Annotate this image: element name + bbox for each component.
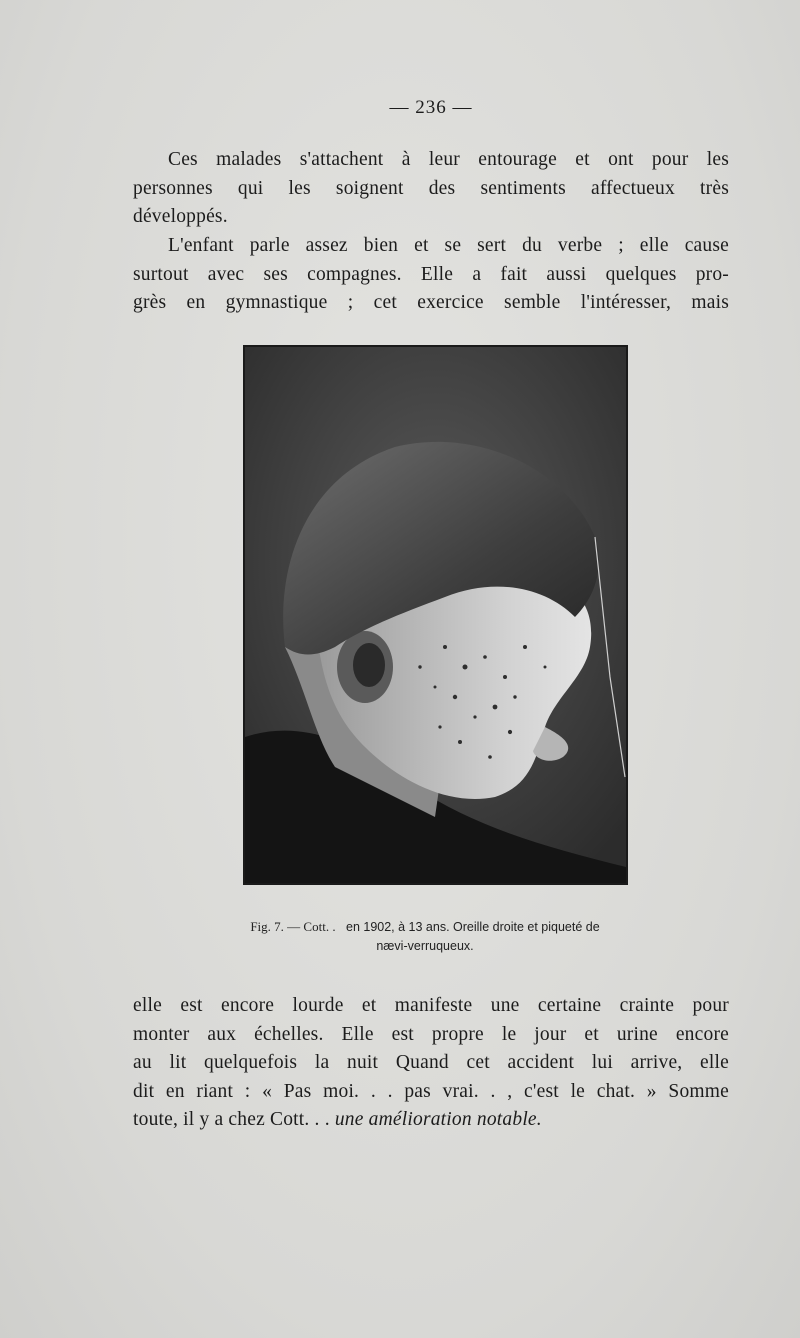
- paragraph-2: [133, 232, 729, 318]
- text-italic: une amélioration notable.: [334, 1109, 542, 1130]
- portrait-photograph: [243, 345, 628, 885]
- text-line: surtout avec ses compagnes. Elle a fait aussi quelques pro-: [133, 263, 729, 285]
- text-line: monter aux échelles. Elle est propre le jour et urine encore: [133, 1023, 729, 1045]
- text-line: elle est encore lourde et manifeste une certaine crainte pour: [133, 995, 729, 1016]
- page-number: — 236 —: [389, 97, 473, 118]
- text-line: Ces malades s'attachent à leur entourage et ont pour les: [168, 149, 729, 170]
- figure-label: Fig. 7. — Cott. .: [250, 919, 336, 934]
- paragraph-1: [133, 146, 729, 232]
- caption-text-line2: nævi-verruqueux.: [376, 939, 474, 953]
- text-line: développés.: [133, 206, 228, 227]
- text-line: L'enfant parle assez bien et se sert du verbe ; elle cause: [168, 235, 729, 256]
- figure-caption: [190, 917, 660, 956]
- text-line-last: [133, 1106, 729, 1135]
- text-plain: toute, il y a chez Cott. . .: [133, 1109, 335, 1130]
- text-line: dit en riant : « Pas moi. . . pas vrai. . , c'est le chat. » Somme: [133, 1080, 729, 1102]
- caption-text: en 1902, à 13 ans. Oreille droite et piqueté de: [346, 920, 600, 934]
- portrait-image: [245, 347, 626, 883]
- text-line: personnes qui les soignent des sentiments affectueux très: [133, 177, 729, 199]
- text-line: grès en gymnastique ; cet exercice semble l'intéresser, mais: [133, 292, 729, 313]
- paragraph-3: [133, 992, 729, 1135]
- text-line: au lit quelquefois la nuit Quand cet accident lui arrive, elle: [133, 1052, 729, 1073]
